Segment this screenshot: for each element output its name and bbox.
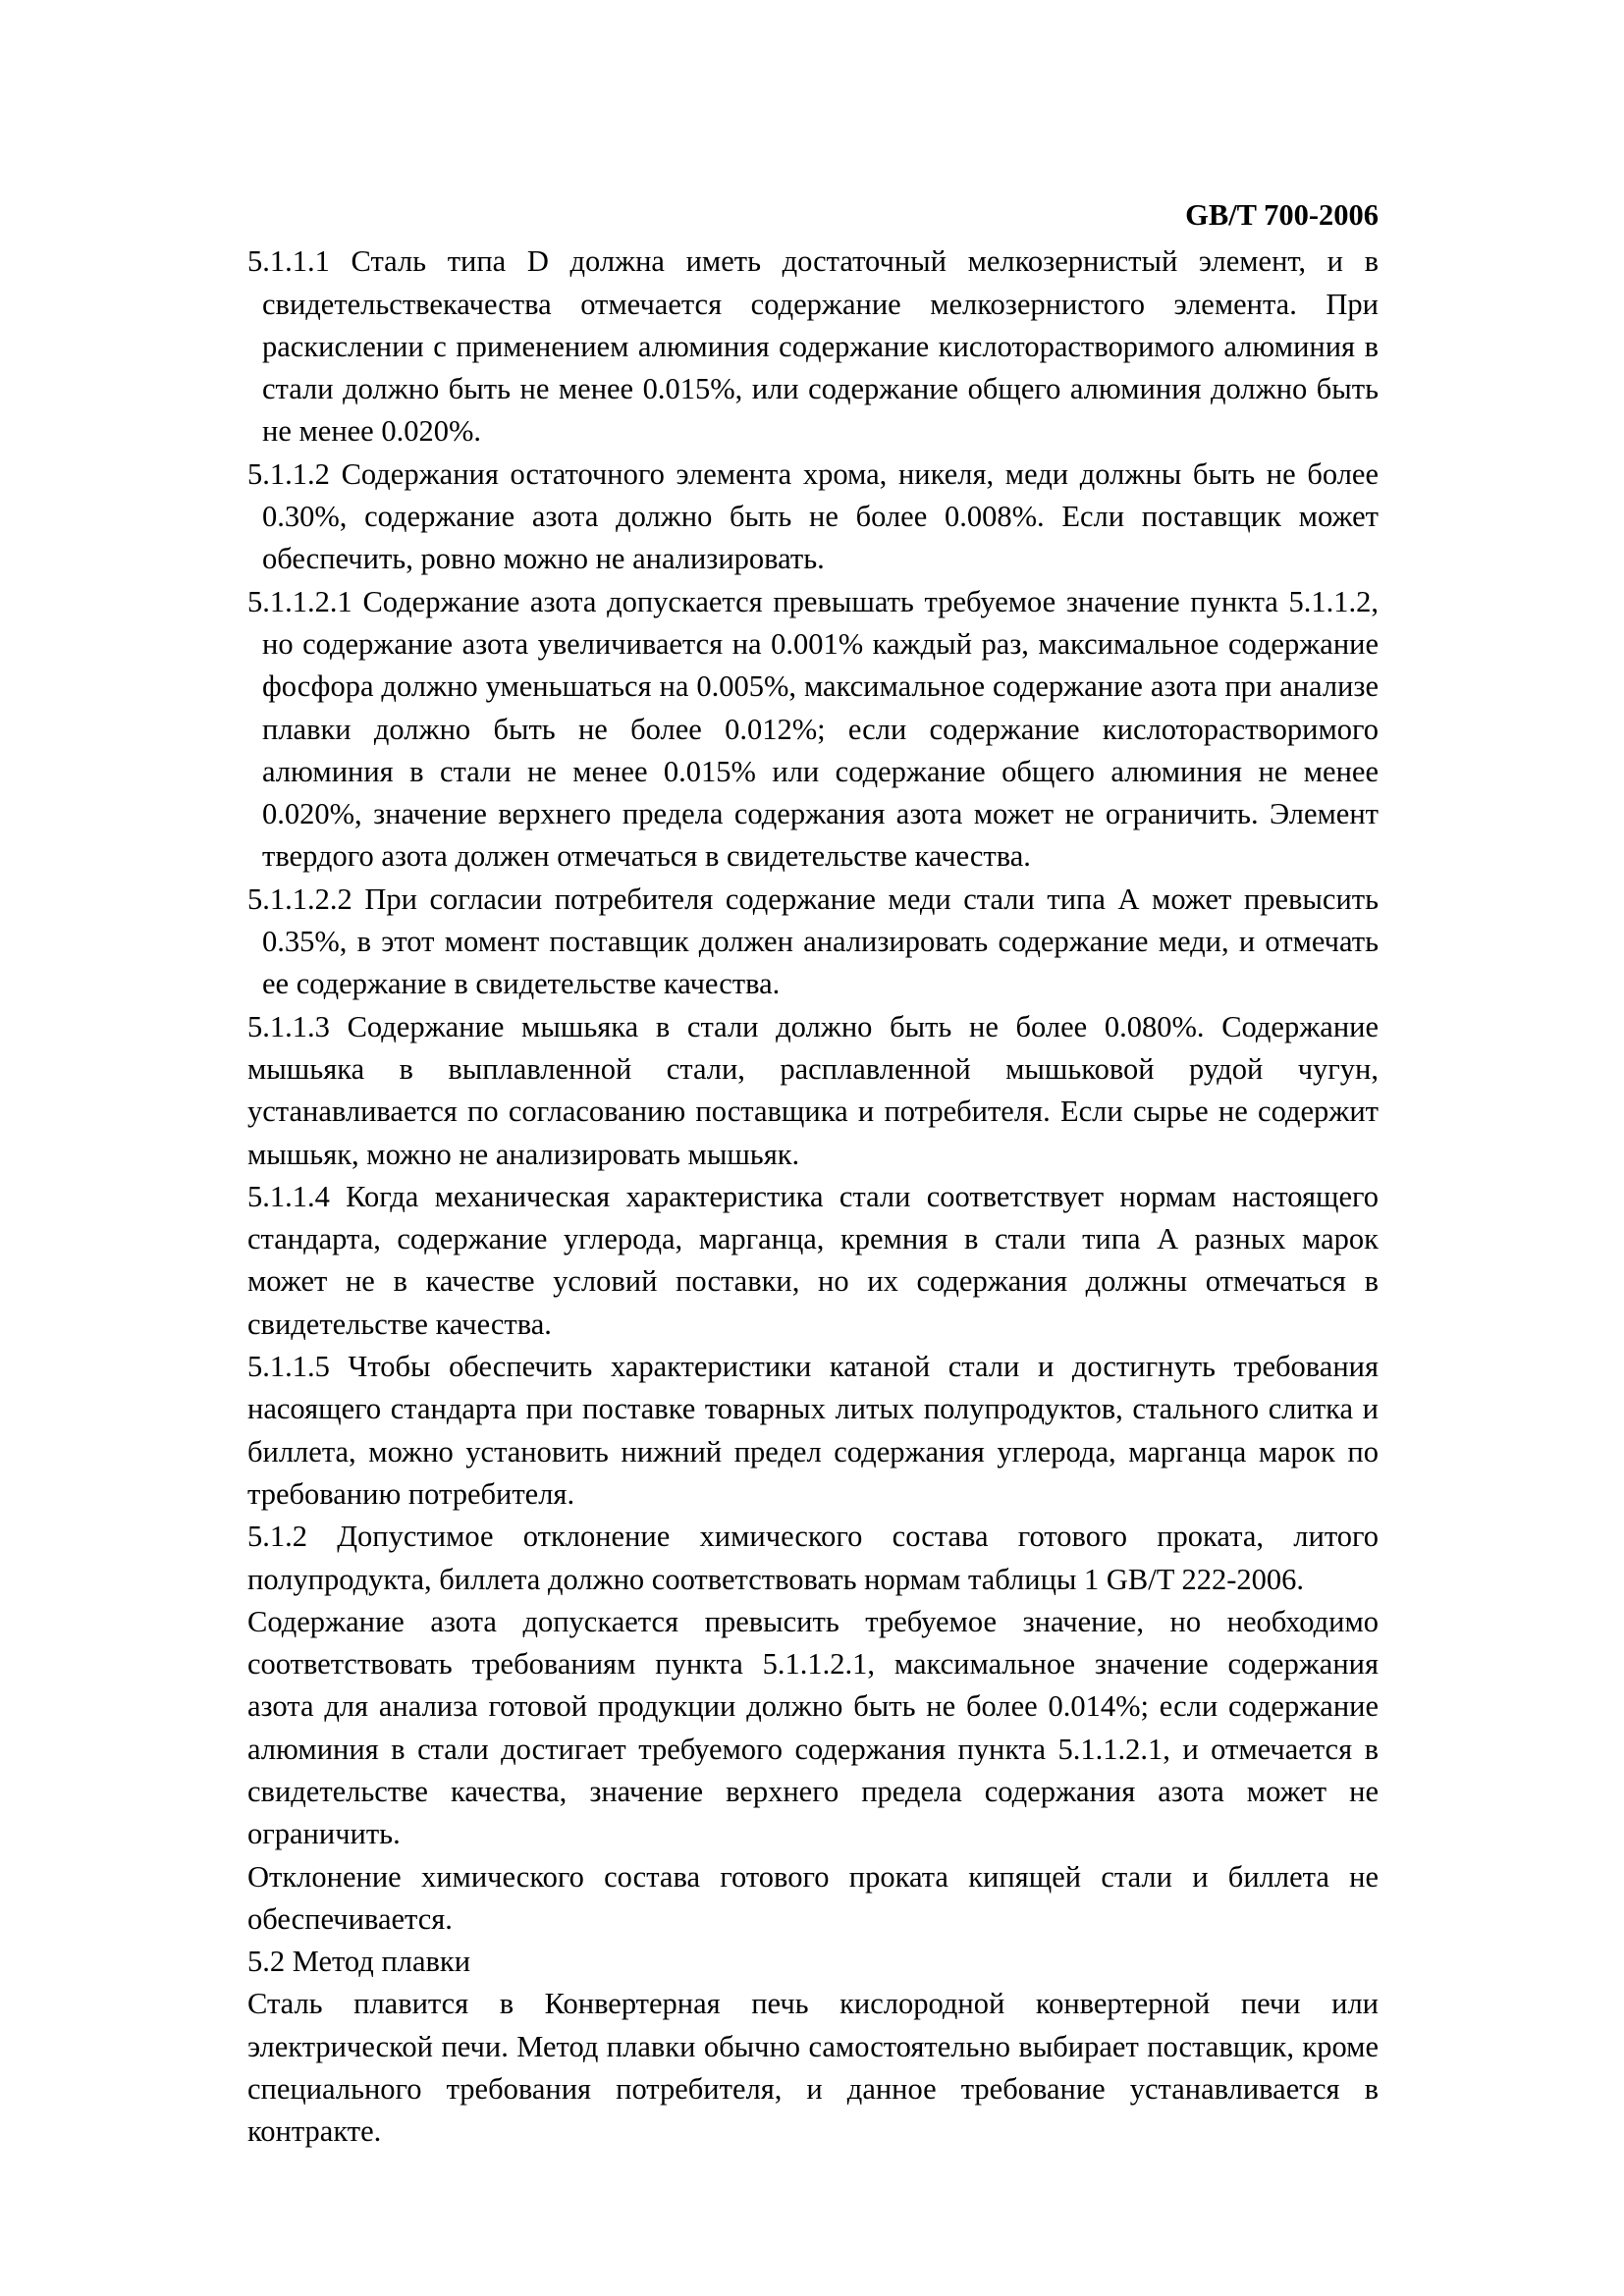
paragraph-number: 5.1.1.1 — [247, 244, 330, 279]
paragraph-number: 5.1.1.5 — [247, 1350, 330, 1384]
paragraph-number: 5.1.1.3 — [247, 1009, 330, 1043]
paragraph-text: Допустимое отклонение химического состава готового проката, литого полупродукта, биллета должно соответствовать нормам таблицы 1 GB/T 222-2006. — [247, 1520, 1379, 1596]
paragraph-number: 5.1.1.2.2 — [247, 881, 352, 916]
paragraph-melting-method-text — [247, 1983, 1379, 2153]
paragraph-5-1-1-2-2 — [247, 879, 1379, 1006]
paragraph-5-1-1-4 — [247, 1176, 1379, 1346]
paragraph-number: 5.1.1.2 — [247, 456, 330, 491]
paragraph-5-1-1-2 — [247, 454, 1379, 581]
paragraph-5-1-1-2-1 — [247, 581, 1379, 879]
paragraph-text: Метод плавки — [292, 1945, 471, 1979]
paragraph-text: Содержание азота допускается превысить требуемое значение, но необходимо соответствовать требованиям пункта 5.1.1.2.1, максимальное значение содержания азота для анализа готовой продукции должно быть не более 0.014%; если содержание алюминия в стали достигает требуемого содержания пункта 5.1.1.2.1, и отмечается в свидетельстве качества, значение верхнего предела содержания азота может не ограничить. — [247, 1604, 1379, 1851]
paragraph-5-1-1-1 — [247, 240, 1379, 453]
paragraph-number: 5.2 — [247, 1945, 286, 1979]
paragraph-text: Содержание мышьяка в стали должно быть не более 0.080%. Содержание мышьяка в выплавленной стали, расплавленной мышьковой рудой чугун, устанавливается по согласованию поставщика и потребителя. Если сырье не содержит мышьяк, можно не анализировать мышьяк. — [247, 1009, 1380, 1171]
paragraph-5-2-heading — [247, 1941, 1379, 1983]
paragraph-text: Отклонение химического состава готового проката кипящей стали и биллета не обеспечивается. — [247, 1859, 1379, 1936]
paragraph-text: Когда механическая характеристика стали соответствует нормам настоящего стандарта, содержание углерода, марганца, кремния в стали типа А разных марок может не в качестве условий поставки, но их содержания должны отмечаться в свидетельстве качества. — [247, 1179, 1380, 1341]
paragraph-text: Содержание азота допускается превышать требуемое значение пункта 5.1.1.2, но содержание азота увеличивается на 0.001% каждый раз, максимальное содержание фосфора должно уменьшаться на 0.005%, максимальное содержание азота при анализе плавки должно быть не более 0.012%; если содержание кислоторастворимого алюминия в стали не менее 0.015% или содержание общего алюминия не менее 0.020%, значение верхнего предела содержания азота может не ограничить. Элемент твердого азота должен отмечаться в свидетельстве качества. — [262, 584, 1380, 874]
paragraph-nitrogen-deviation-note — [247, 1601, 1379, 1856]
document-code: GB/T 700-2006 — [1185, 198, 1379, 232]
document-body — [247, 194, 1379, 2154]
paragraph-number: 5.1.1.2.1 — [247, 584, 352, 618]
paragraph-5-1-2 — [247, 1516, 1379, 1601]
paragraph-text: Чтобы обеспечить характеристики катаной стали и достигнуть требования насоящего стандарта при поставке товарных литых полупродуктов, стального слитка и биллета, можно установить нижний предел содержания углерода, марганца марок по требованию потребителя. — [247, 1350, 1380, 1511]
paragraph-5-1-1-3 — [247, 1006, 1379, 1176]
paragraph-text: Содержания остаточного элемента хрома, никеля, меди должны быть не более 0.30%, содержание азота должно быть не более 0.008%. Если поставщик может обеспечить, ровно можно не анализировать. — [262, 456, 1380, 576]
paragraph-rimming-steel-note — [247, 1856, 1379, 1942]
paragraph-5-1-1-5 — [247, 1346, 1379, 1516]
paragraph-text: При согласии потребителя содержание меди стали типа А может превысить 0.35%, в этот момент поставщик должен анализировать содержание меди, и отмечать ее содержание в свидетельстве качества. — [262, 881, 1379, 1001]
paragraph-text: Сталь плавится в Конвертерная печь кислородной конвертерной печи или электрической печи. Метод плавки обычно самостоятельно выбирает поставщик, кроме специального требования потребителя, и данное требование устанавливается в контракте. — [247, 1987, 1379, 2149]
paragraph-number: 5.1.2 — [247, 1520, 307, 1554]
paragraph-number: 5.1.1.4 — [247, 1179, 330, 1213]
paragraph-text: Сталь типа D должна иметь достаточный мелкозернистый элемент, и в свидетельствекачества отмечается содержание мелкозернистого элемента. При раскислении с применением алюминия содержание кислоторастворимого алюминия в стали должно быть не менее 0.015%, или содержание общего алюминия должно быть не менее 0.020%. — [262, 244, 1380, 449]
